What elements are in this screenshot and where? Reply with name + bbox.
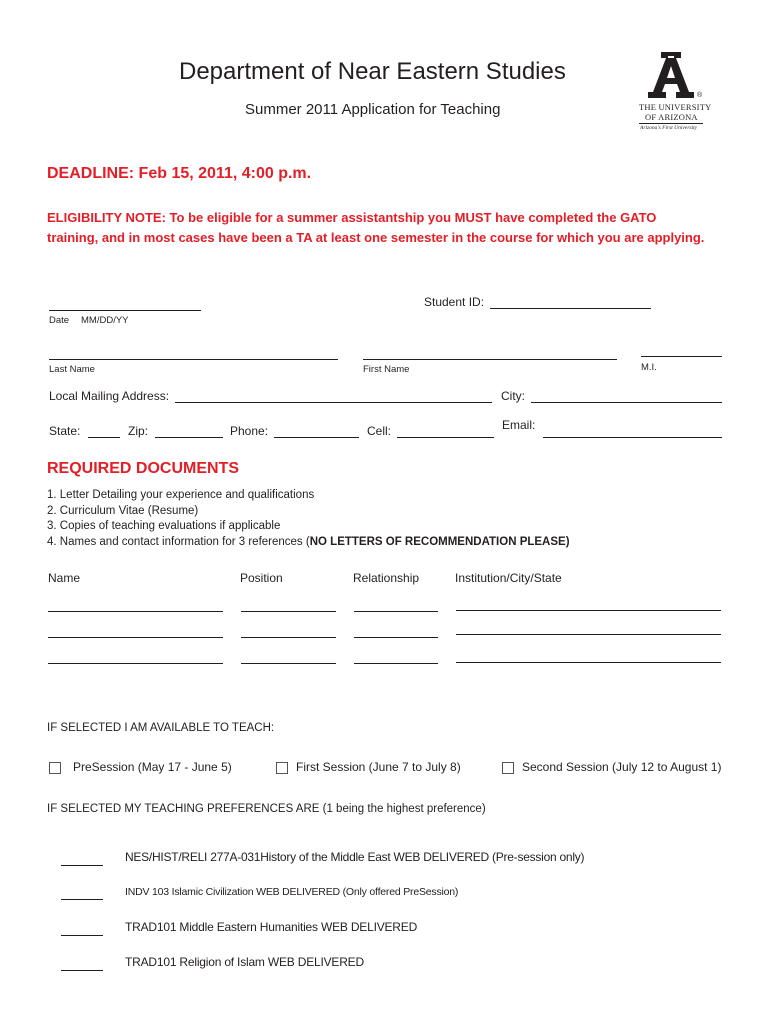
reference-3-relationship-field[interactable] (354, 663, 438, 664)
presession-label: PreSession (May 17 - June 5) (73, 760, 232, 774)
state-label: State: (49, 424, 81, 438)
logo-line-2: OF ARIZONA (645, 112, 698, 122)
course-option: TRAD101 Middle Eastern Humanities WEB DELIVERED (125, 920, 418, 934)
first-name-label: First Name (363, 364, 410, 375)
column-header-name: Name (48, 571, 81, 585)
first-session-label: First Session (June 7 to July 8) (296, 760, 461, 774)
local-address-label: Local Mailing Address: (49, 389, 170, 403)
column-header-institution: Institution/City/State (455, 571, 562, 585)
reference-1-relationship-field[interactable] (354, 611, 438, 612)
reference-2-institution-field[interactable] (456, 634, 721, 635)
second-session-label: Second Session (July 12 to August 1) (522, 760, 722, 774)
date-label: Date (49, 315, 70, 326)
preference-rank-field-4[interactable] (61, 970, 103, 971)
city-label: City: (501, 389, 525, 403)
local-address-field[interactable] (175, 402, 492, 403)
reference-1-institution-field[interactable] (456, 610, 721, 611)
logo-tagline: Arizona's First University (640, 125, 698, 131)
logo-registered-mark: ® (697, 92, 703, 99)
required-doc-item: 1. Letter Detailing your experience and qualifications (47, 489, 315, 501)
logo-line-1: THE UNIVERSITY (639, 102, 712, 112)
reference-2-relationship-field[interactable] (354, 637, 438, 638)
date-format-label: MM/DD/YY (81, 315, 129, 326)
phone-label: Phone: (230, 424, 269, 438)
reference-1-position-field[interactable] (241, 611, 336, 612)
course-option: TRAD101 Religion of Islam WEB DELIVERED (125, 955, 364, 969)
deadline: DEADLINE: Feb 15, 2011, 4:00 p.m. (47, 165, 312, 182)
student-id-field[interactable] (490, 308, 651, 309)
course-option: NES/HIST/RELI 277A-031History of the Middle East WEB DELIVERED (Pre-session only) (125, 850, 585, 864)
email-label: Email: (502, 418, 536, 432)
mi-field[interactable] (641, 356, 722, 357)
required-doc-item-references (47, 535, 570, 551)
required-doc-item: 2. Curriculum Vitae (Resume) (47, 505, 199, 517)
preference-rank-field-1[interactable] (61, 865, 103, 866)
eligibility-note: ELIGIBILITY NOTE: To be eligible for a summer assistantship you MUST have completed the GATO training, and in most cases have been a TA at least one semester in the course for which you are applying. (47, 210, 705, 245)
last-name-label: Last Name (49, 364, 95, 375)
availability-heading: IF SELECTED I AM AVAILABLE TO TEACH: (47, 722, 275, 734)
reference-2-name-field[interactable] (48, 637, 223, 638)
logo-divider (639, 123, 703, 124)
required-doc-item: 3. Copies of teaching evaluations if applicable (47, 520, 281, 532)
presession-checkbox[interactable] (49, 762, 61, 774)
no-letters-note: NO LETTERS OF RECOMMENDATION PLEASE) (309, 536, 570, 548)
reference-3-name-field[interactable] (48, 663, 223, 664)
city-field[interactable] (531, 402, 722, 403)
first-session-checkbox[interactable] (276, 762, 288, 774)
page-subtitle: Summer 2011 Application for Teaching (245, 101, 501, 118)
required-documents-heading: REQUIRED DOCUMENTS (47, 460, 240, 477)
mi-label: M.I. (641, 362, 657, 373)
preferences-heading: IF SELECTED MY TEACHING PREFERENCES ARE (1 being the highest preference) (47, 803, 486, 815)
zip-field[interactable] (155, 437, 223, 438)
second-session-checkbox[interactable] (502, 762, 514, 774)
reference-3-position-field[interactable] (241, 663, 336, 664)
reference-1-name-field[interactable] (48, 611, 223, 612)
references-instruction: 4. Names and contact information for 3 references ( (47, 536, 310, 548)
column-header-position: Position (240, 571, 283, 585)
date-field[interactable] (49, 310, 201, 311)
phone-field[interactable] (274, 437, 359, 438)
email-field[interactable] (543, 437, 722, 438)
reference-3-institution-field[interactable] (456, 662, 721, 663)
cell-field[interactable] (397, 437, 494, 438)
block-a-logo-icon (646, 50, 696, 100)
first-name-field[interactable] (363, 359, 617, 360)
cell-label: Cell: (367, 424, 392, 438)
course-option: INDV 103 Islamic Civilization WEB DELIVERED (Only offered PreSession) (125, 886, 459, 898)
state-field[interactable] (88, 437, 120, 438)
reference-2-position-field[interactable] (241, 637, 336, 638)
student-id-label: Student ID: (424, 295, 485, 309)
preference-rank-field-3[interactable] (61, 935, 103, 936)
column-header-relationship: Relationship (353, 571, 420, 585)
last-name-field[interactable] (49, 359, 338, 360)
preference-rank-field-2[interactable] (61, 899, 103, 900)
zip-label: Zip: (128, 424, 149, 438)
university-logo (636, 50, 712, 136)
page-title: Department of Near Eastern Studies (179, 58, 566, 85)
